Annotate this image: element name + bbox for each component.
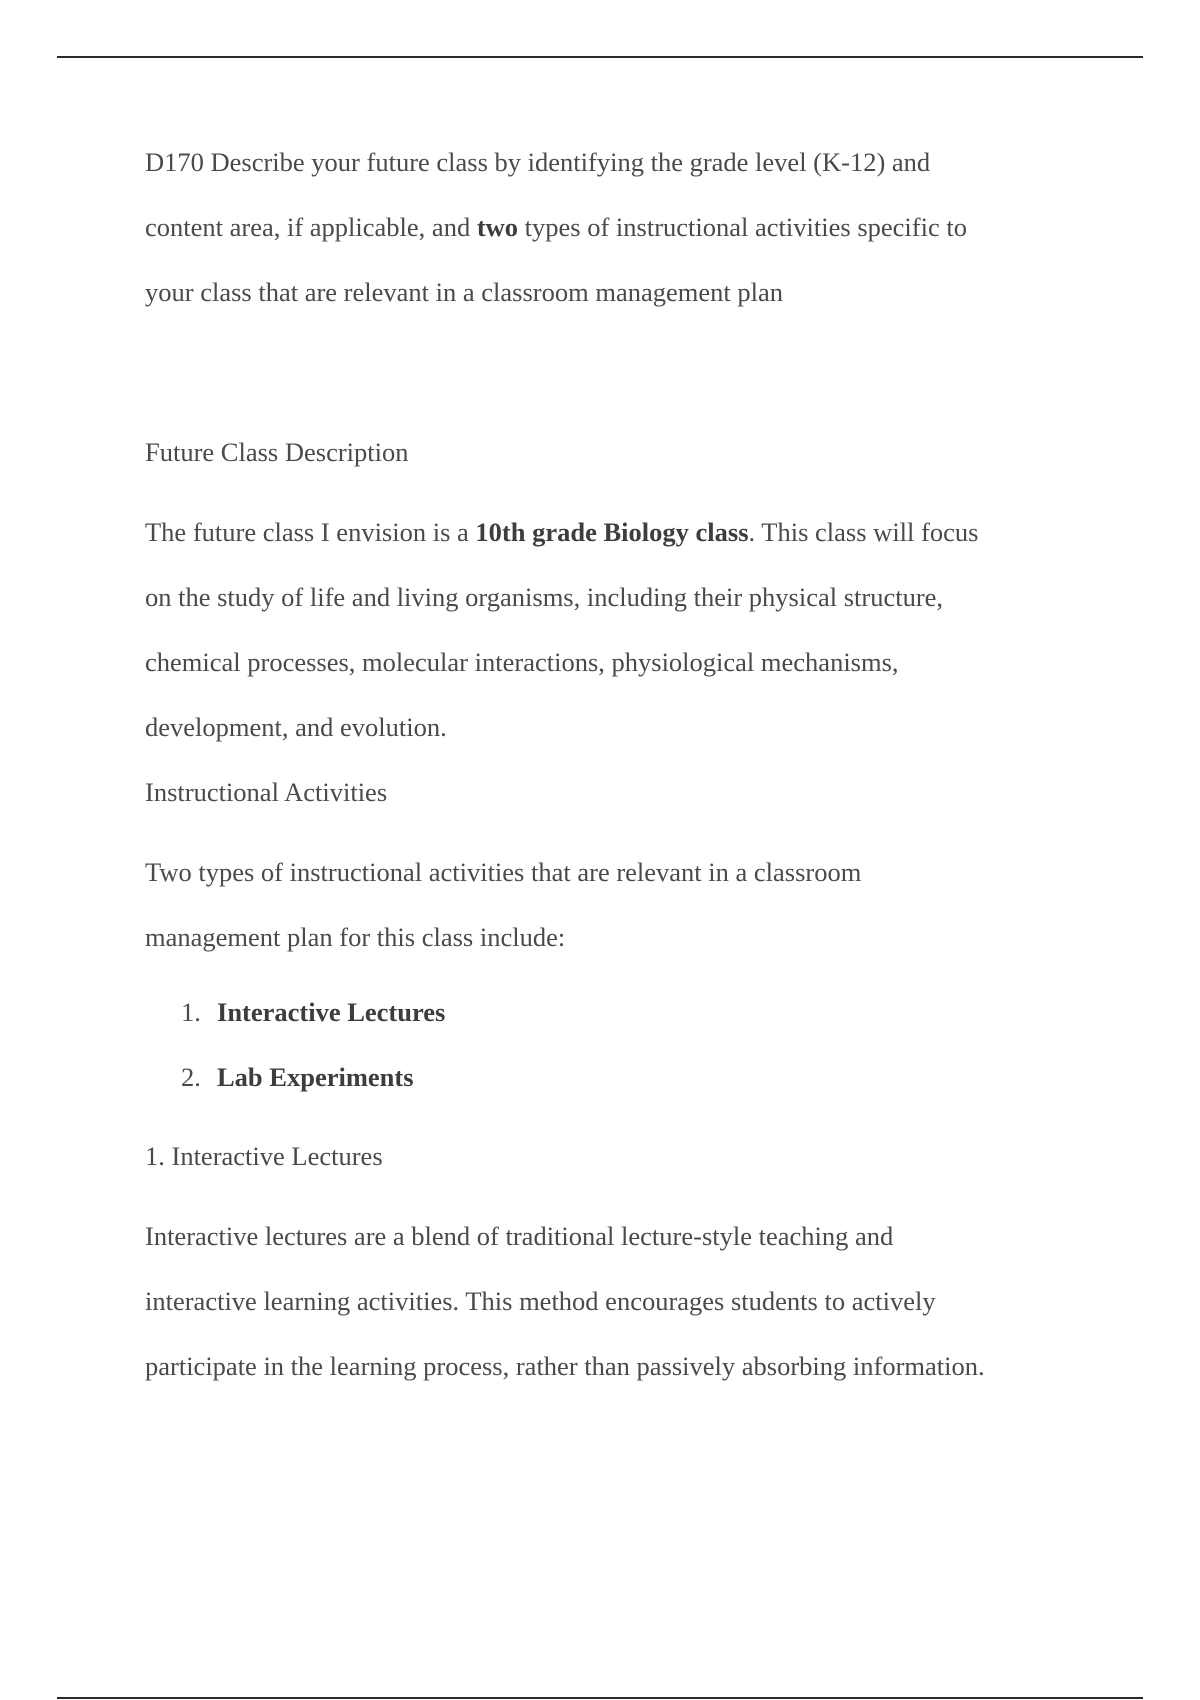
interactive-lectures-line-1: Interactive lectures are a blend of traditional lecture-style teaching and (145, 1221, 894, 1251)
future-class-section (145, 420, 1085, 760)
interactive-lectures-section (145, 1124, 1085, 1399)
prompt-line-2-b: types of instructional activities specific to (518, 212, 967, 242)
bottom-rule (57, 1697, 1143, 1699)
future-class-heading: Future Class Description (145, 437, 409, 467)
prompt-line-1: D170 Describe your future class by identifying the grade level (K-12) and (145, 147, 931, 177)
list-item (145, 980, 1085, 1045)
instructional-heading: Instructional Activities (145, 777, 388, 807)
prompt-line-2 (145, 195, 1085, 260)
list-item-number: 2. (181, 1062, 201, 1092)
future-class-line-4: development, and evolution. (145, 712, 447, 742)
instructional-line-1: Two types of instructional activities that are relevant in a classroom (145, 857, 862, 887)
future-class-emphasis: 10th grade Biology class (475, 517, 749, 547)
instructional-line-2: management plan for this class include: (145, 922, 566, 952)
future-class-line-3: chemical processes, molecular interactions, physiological mechanisms, (145, 647, 899, 677)
list-item-label: Interactive Lectures (217, 997, 446, 1027)
prompt-line-3: your class that are relevant in a classroom management plan (145, 277, 783, 307)
prompt-line-2-a: content area, if applicable, and (145, 212, 477, 242)
document-body (145, 130, 1085, 1399)
interactive-lectures-heading: 1. Interactive Lectures (145, 1141, 383, 1171)
list-item-number: 1. (181, 997, 201, 1027)
top-rule (57, 56, 1143, 58)
prompt-emphasis: two (476, 212, 519, 242)
activity-list (145, 980, 1085, 1110)
future-class-line-1 (145, 500, 1085, 565)
instructional-section (145, 760, 1085, 1110)
prompt-section (145, 130, 1085, 325)
interactive-lectures-line-2: interactive learning activities. This method encourages students to actively (145, 1286, 936, 1316)
future-class-line-2: on the study of life and living organisms, including their physical structure, (145, 582, 944, 612)
future-class-line-1-b: . This class will focus (748, 517, 979, 547)
list-item (145, 1045, 1085, 1110)
future-class-line-1-a: The future class I envision is a (145, 517, 476, 547)
interactive-lectures-line-3: participate in the learning process, rather than passively absorbing information. (145, 1351, 985, 1381)
list-item-label: Lab Experiments (217, 1062, 414, 1092)
